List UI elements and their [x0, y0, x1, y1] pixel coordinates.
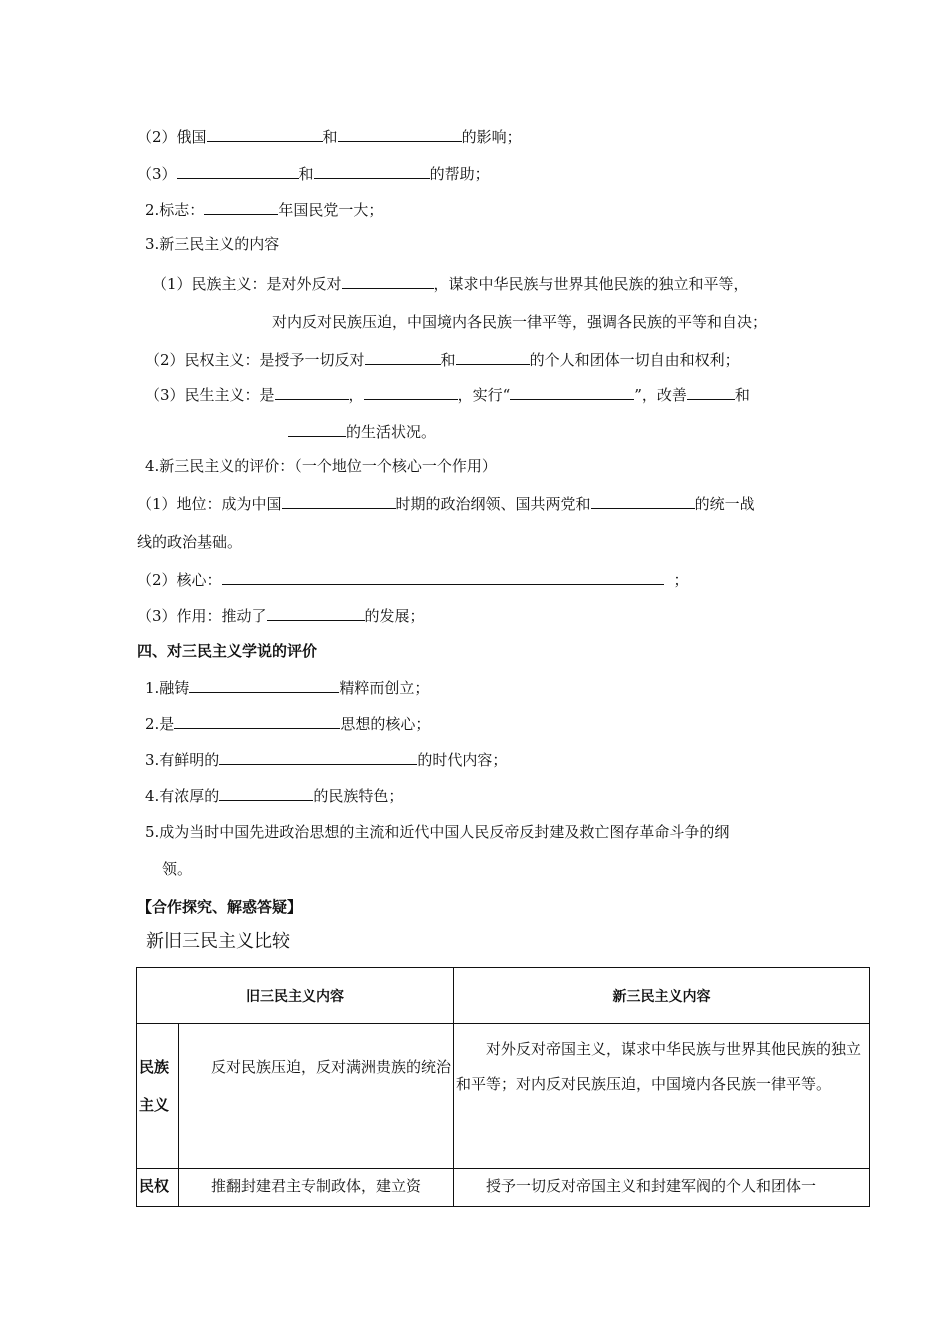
blank-field[interactable]	[219, 785, 313, 801]
cell-new-nationalism: 对外反对帝国主义，谋求中华民族与世界其他民族的独立和平等；对内反对民族压迫，中国境内各民族一律平等。	[454, 1024, 870, 1169]
section-heading-cooperate: 【合作探究、解惑答疑】	[137, 898, 303, 916]
blank-field[interactable]	[219, 749, 417, 765]
blank-field[interactable]	[207, 126, 323, 142]
row-label-nationalism: 民族 主义	[137, 1024, 179, 1169]
fill-line-s4-3: 3.有鲜明的 的时代内容；	[145, 751, 508, 769]
fill-line-russia: （2）俄国 和 的影响；	[137, 128, 522, 146]
fill-line-core: （2）核心： ；	[137, 571, 689, 589]
blank-field[interactable]	[364, 384, 458, 400]
comparison-table	[136, 967, 870, 1207]
blank-field[interactable]	[275, 384, 349, 400]
text-nationalism-cont: 对内反对民族压迫，中国境内各民族一律平等，强调各民族的平等和自决；	[272, 313, 768, 331]
blank-field[interactable]	[267, 605, 365, 621]
text-s4-5-cont: 领。	[162, 860, 193, 878]
blank-field[interactable]	[177, 163, 299, 179]
blank-field[interactable]	[282, 493, 396, 509]
blank-field[interactable]	[222, 569, 664, 585]
fill-line-s4-1: 1.融铸 精粹而创立；	[145, 679, 430, 697]
blank-field[interactable]	[456, 349, 530, 365]
blank-field[interactable]	[204, 199, 278, 215]
blank-field[interactable]	[288, 421, 346, 437]
header-old: 旧三民主义内容	[137, 968, 454, 1024]
blank-field[interactable]	[510, 384, 634, 400]
fill-line-nationalism: （1）民族主义：是对外反对 ，谋求中华民族与世界其他民族的独立和平等，	[152, 275, 749, 293]
text-s4-5: 5.成为当时中国先进政治思想的主流和近代中国人民反帝反封建及救亡图存革命斗争的纲	[145, 823, 730, 841]
blank-field[interactable]	[174, 713, 340, 729]
blank-field[interactable]	[687, 384, 735, 400]
heading-evaluation: 4.新三民主义的评价：（一个地位一个核心一个作用）	[145, 457, 497, 475]
text-status-cont: 线的政治基础。	[137, 533, 243, 551]
blank-field[interactable]	[189, 677, 339, 693]
fill-line-livelihood-cont: 的生活状况。	[288, 421, 436, 442]
blank-field[interactable]	[591, 493, 695, 509]
fill-line-effect: （3）作用：推动了 的发展；	[137, 607, 425, 625]
fill-line-s4-4: 4.有浓厚的 的民族特色；	[145, 787, 404, 805]
fill-line-democracy: （2）民权主义：是授予一切反对 和 的个人和团体一切自由和权利；	[145, 351, 740, 369]
fill-line-help: （3） 和 的帮助；	[137, 165, 490, 183]
blank-field[interactable]	[314, 163, 430, 179]
heading-content: 3.新三民主义的内容	[145, 235, 280, 253]
section-heading-evaluation: 四、对三民主义学说的评价	[137, 642, 318, 660]
fill-line-status: （1）地位：成为中国 时期的政治纲领、国共两党和 的统一战	[137, 495, 755, 513]
fill-line-livelihood: （3）民生主义：是 ， ，实行“ ”，改善 和	[145, 386, 750, 404]
fill-line-s4-2: 2.是 思想的核心；	[145, 715, 431, 733]
row-label-democracy: 民权	[137, 1169, 179, 1207]
fill-line-sign: 2.标志： 年国民党一大；	[145, 201, 384, 219]
blank-field[interactable]	[365, 349, 441, 365]
blank-field[interactable]	[342, 273, 434, 289]
cell-old-democracy: 推翻封建君主专制政体，建立资	[179, 1169, 454, 1207]
cell-old-nationalism: 反对民族压迫，反对满洲贵族的统治	[179, 1024, 454, 1169]
cell-new-democracy: 授予一切反对帝国主义和封建军阀的个人和团体一	[454, 1169, 870, 1207]
header-new: 新三民主义内容	[454, 968, 870, 1024]
blank-field[interactable]	[338, 126, 462, 142]
table-title: 新旧三民主义比较	[146, 931, 290, 952]
